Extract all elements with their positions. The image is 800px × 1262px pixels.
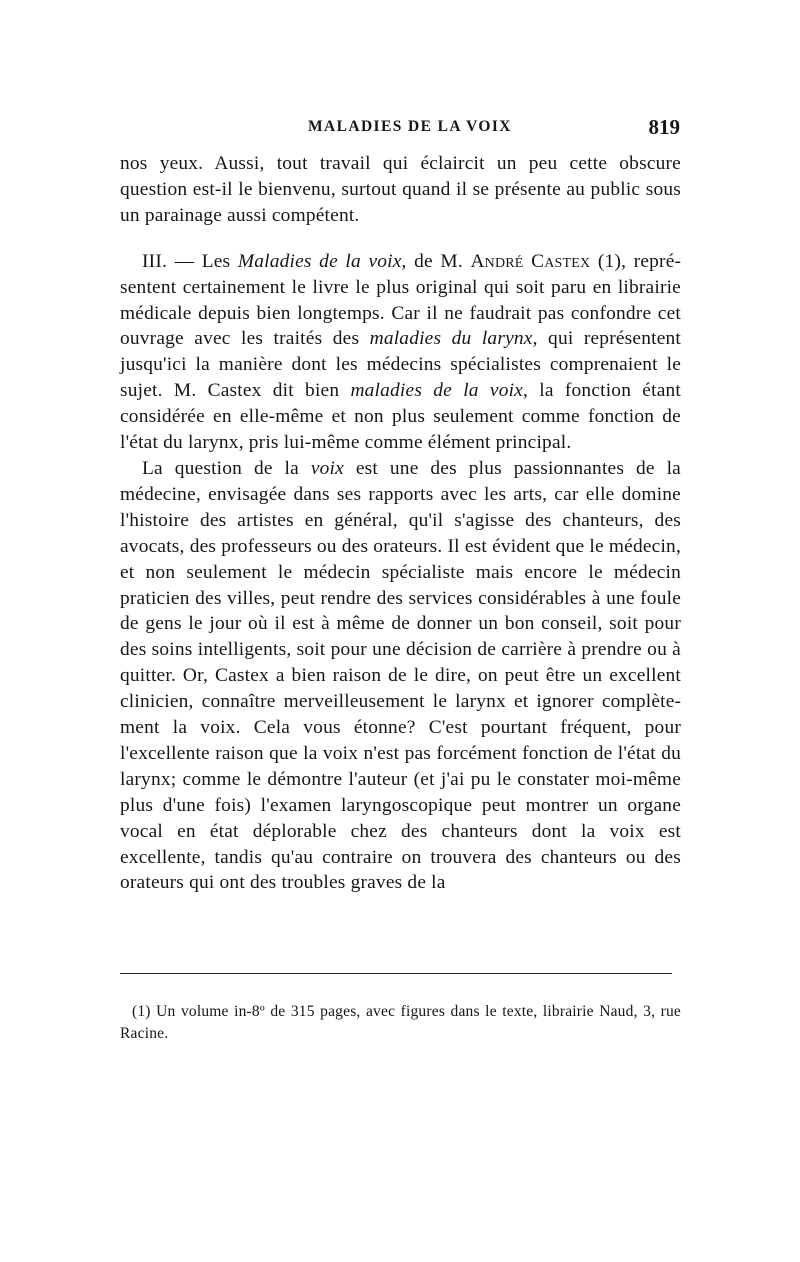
running-title: MALADIES DE LA VOIX bbox=[308, 118, 512, 135]
paragraph-2-tail: , la fonction étant considérée en elle-même et non plus seulement comme fonction de l'état du larynx, pris lui-même comme élément principal. bbox=[120, 380, 681, 454]
footnote-text: (1) Un volume in-8º de 315 pages, avec figures dans le texte, librairie Naud, 3, rue Racine. bbox=[120, 1003, 681, 1042]
paragraph-2-text: (1), représentent certainement le livre le plus original qui soit paru en librairie médicale depuis bien longtemps. Car il ne faudrait pas confondre cet ouvrage avec les traités des bbox=[120, 250, 681, 350]
body-text bbox=[120, 151, 681, 896]
paragraph-2 bbox=[120, 249, 681, 456]
paragraph-1: nos yeux. Aussi, tout travail qui éclaircit un peu cette obscure question est-il le bienvenu, surtout quand il se présente au public sous un parainage aussi compétent. bbox=[120, 153, 681, 226]
paragraph-3-text: est une des plus passionnantes de la médecine, envisagée dans ses rapports avec les arts, car elle domine l'histoire des artistes en général, qu'il s'agisse des chanteurs, des avocats, des professeurs ou des orateurs. Il est évident que le médecin, et non seulement le médecin spécialiste mais encore le médecin praticien des villes, peut rendre des services considérables à une foule de gens le jour où il est à même de donner un bon conseil, soit pour des soins intelligents, soit pour une décision de carrière à prendre ou à quitter. Or, Castex a bien raison de le dire, on peut être un excellent clinicien, connaître merveilleusement le larynx et ignorer complètement la voix. Cela vous étonne? C'est pourtant fréquent, pour l'excellente raison que la voix n'est pas forcément fonction de l'état du larynx; comme le démontre l'auteur (et j'ai pu le constater moi-même plus d'une fois) l'examen laryngoscopique peut montrer un organe vocal en état déplorable chez des chanteurs dont la voix est excellente, tandis qu'au contraire on trouvera des chanteurs ou des orateurs qui ont des troubles graves de la bbox=[120, 457, 681, 894]
footnote bbox=[120, 1001, 681, 1045]
italic-term-voix: maladies de la voix bbox=[350, 380, 523, 402]
italic-term-larynx: maladies du larynx bbox=[369, 328, 533, 350]
paragraph-2-mid: , qui représentent jusqu'ici la manière dont les médecins spécialistes comprenaient le sujet. M. Castex dit bien bbox=[120, 328, 681, 402]
italic-word-voix: voix bbox=[310, 457, 344, 479]
author-name: André Castex bbox=[470, 250, 591, 272]
footnote-rule bbox=[120, 973, 672, 974]
running-head bbox=[120, 116, 680, 140]
paragraph-3 bbox=[120, 456, 681, 896]
by-text: , de M. bbox=[401, 250, 471, 272]
paragraph-3-lead: La question de la bbox=[142, 457, 311, 479]
page-number: 819 bbox=[648, 115, 680, 139]
book-title: Maladies de la voix bbox=[237, 250, 402, 272]
section-lead: III. — Les bbox=[142, 250, 238, 272]
